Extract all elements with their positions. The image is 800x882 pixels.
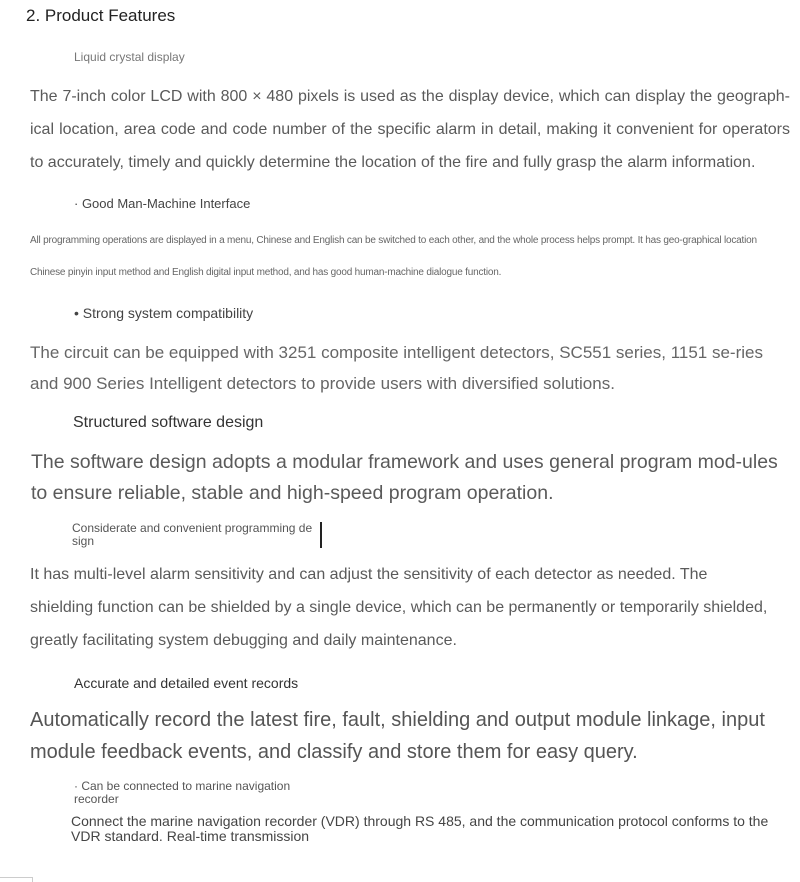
feature-body-software: The software design adopts a modular framework and uses general program mod-ules to ensure reliable, stable and high-speed program operation. <box>31 451 778 504</box>
feature-body-records: Automatically record the latest fire, fault, shielding and output module linkage, input module feedback events, and classify and store them for easy query. <box>30 709 765 763</box>
feature-heading-records: Accurate and detailed event records <box>74 675 299 691</box>
feature-body-interface: All programming operations are displayed in a menu, Chinese and English can be switched to each other, and the whole process helps prompt. It has geo-graphical location Chinese pinyin input method and English digital input method, and has good human-machine dialogue function. <box>30 235 757 278</box>
page-edge-divider <box>0 877 33 882</box>
text-cursor <box>320 522 322 548</box>
feature-body-lcd: The 7-inch color LCD with 800 × 480 pixels is used as the display device, which can display the geograph-ical location, area code and code number of the specific alarm in detail, making it convenient for operators to accurately, timely and quickly determine the location of the fire and fully grasp the alarm information. <box>30 88 790 171</box>
feature-heading-programming: Considerate and convenient programming de sign <box>72 521 313 548</box>
feature-heading-lcd: Liquid crystal display <box>74 50 185 64</box>
feature-heading-vdr: · Can be connected to marine navigation recorder <box>74 779 291 806</box>
feature-body-programming: It has multi-level alarm sensitivity and can adjust the sensitivity of each detector as needed. The shielding function can be shielded by a single device, which can be permanently or temporarily shielded, greatly facilitating system debugging and daily maintenance. <box>30 566 768 649</box>
section-title: 2. Product Features <box>26 6 176 25</box>
feature-heading-compatibility: • Strong system compatibility <box>74 305 254 321</box>
feature-body-compatibility: The circuit can be equipped with 3251 composite intelligent detectors, SC551 series, 1151 se-ries and 900 Series Intelligent detectors to provide users with diversified solutions. <box>30 343 763 393</box>
feature-heading-interface: · Good Man-Machine Interface <box>74 196 251 211</box>
feature-heading-software: Structured software design <box>73 414 264 431</box>
feature-body-vdr: Connect the marine navigation recorder (VDR) through RS 485, and the communication protocol conforms to the VDR standard. Real-time transmission <box>71 813 769 844</box>
